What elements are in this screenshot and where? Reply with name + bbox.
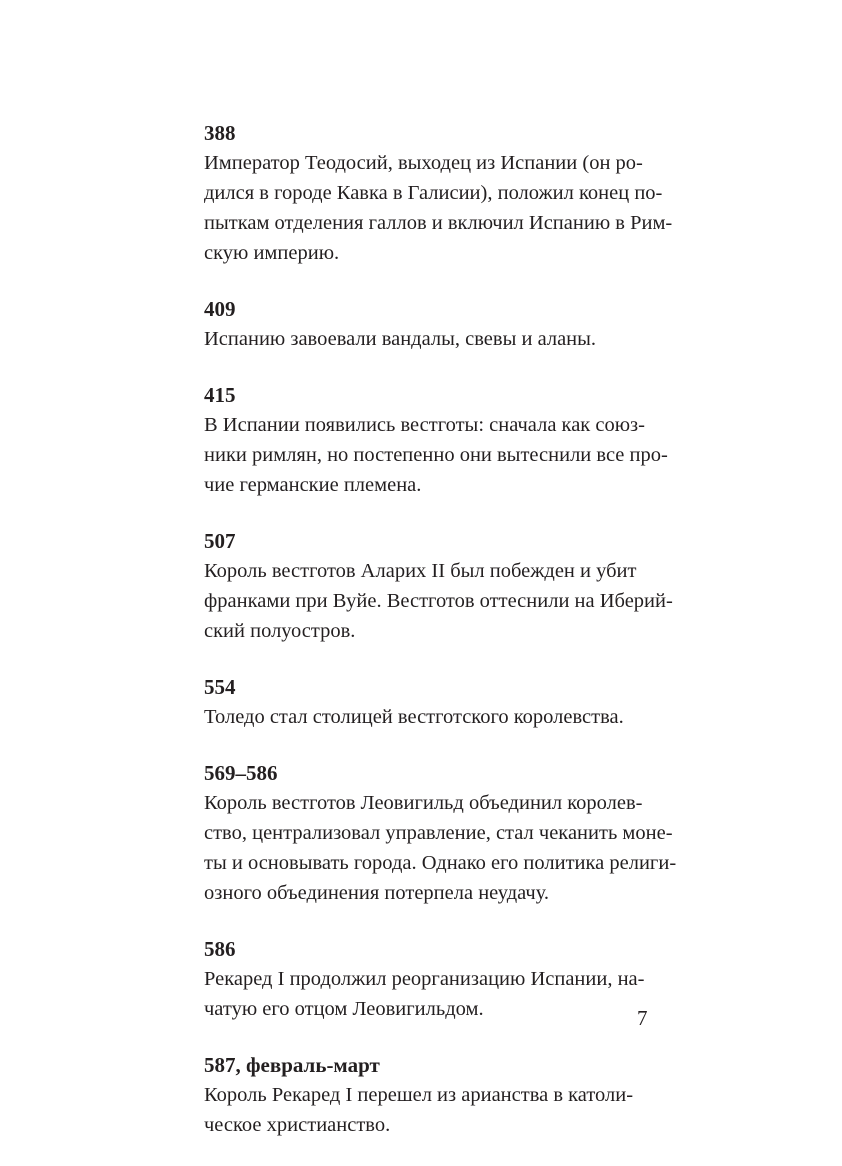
entry-text-line: озного объединения потерпела неудачу. (204, 882, 550, 904)
entry-text-line: Король вестготов Леовигильд объединил королев- (204, 792, 643, 814)
chronology-list (204, 118, 677, 1166)
entry-text-line: Король вестготов Аларих II был побежден и убит (204, 560, 637, 582)
entry-text-line: чатую его отцом Леовигильдом. (204, 998, 484, 1020)
chronology-entry (204, 294, 664, 354)
entry-year: 388 (204, 121, 236, 145)
entry-text-line: ство, централизовал управление, стал чеканить моне- (204, 822, 673, 844)
entry-year: 587, февраль-март (204, 1053, 380, 1077)
entry-year: 415 (204, 383, 236, 407)
entry-year: 586 (204, 937, 236, 961)
entry-text-line: ты и основывать города. Однако его политика религи- (204, 852, 677, 874)
chronology-entry (204, 380, 668, 500)
entry-text-line: Рекаред I продолжил реорганизацию Испании, на- (204, 968, 645, 990)
chronology-entry (204, 758, 677, 908)
page-number: 7 (637, 1006, 648, 1030)
chronology-entry (204, 526, 673, 646)
entry-text-line: Толедо стал столицей вестготского королевства. (204, 706, 624, 728)
entry-text-line: ники римлян, но постепенно они вытеснили все про- (204, 444, 668, 466)
chronology-entry (204, 672, 664, 732)
entry-text-line: скую империю. (204, 242, 340, 264)
entry-year: 409 (204, 297, 236, 321)
entry-year: 569–586 (204, 761, 278, 785)
entry-text-line: ский полуостров. (204, 620, 356, 642)
entry-year: 507 (204, 529, 236, 553)
entry-text-line: В Испании появились вестготы: сначала как союз- (204, 414, 645, 436)
entry-text-line: Испанию завоевали вандалы, свевы и аланы. (204, 328, 597, 350)
entry-text-line: франками при Вуйе. Вестготов оттеснили на Иберий- (204, 590, 673, 612)
entry-text-line: ческое христианство. (204, 1114, 391, 1136)
entry-text-line: чие германские племена. (204, 474, 422, 496)
entry-text-line: пыткам отделения галлов и включил Испанию в Рим- (204, 212, 673, 234)
chronology-entry (204, 1050, 664, 1140)
entry-text-line: дился в городе Кавка в Галисии), положил конец по- (204, 182, 663, 204)
chronology-entry (204, 118, 673, 268)
chronology-entry (204, 934, 664, 1024)
entry-text-line: Император Теодосий, выходец из Испании (он ро- (204, 152, 643, 174)
entry-text-line: Король Рекаред I перешел из арианства в католи- (204, 1084, 634, 1106)
entry-year: 554 (204, 675, 236, 699)
